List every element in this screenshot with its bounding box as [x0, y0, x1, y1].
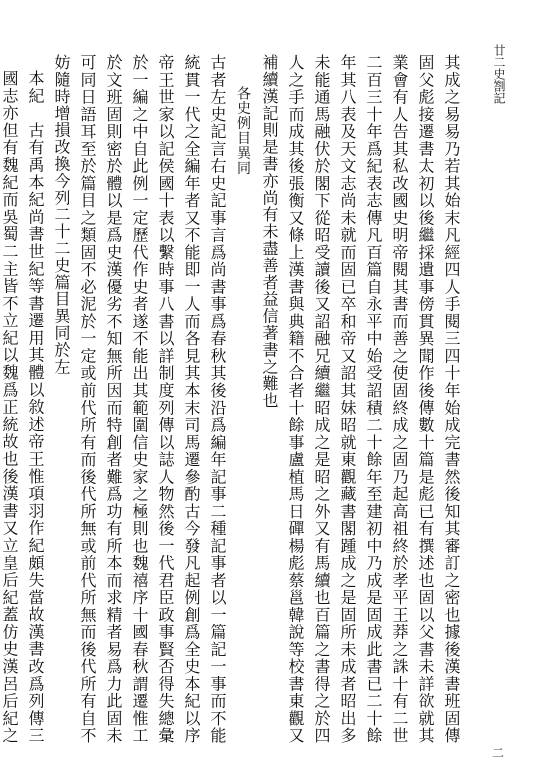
main-text [0, 54, 464, 744]
running-head: 廿二史劄記 [492, 44, 506, 104]
paragraph: 其成之易易乃若其始末凡經四人手閱三四十年始成完書然後知其審訂之密也據後漢書班固傳固父彪接遷書太初以後繼採遺事傍貫異聞作後傳數十篇是彪已有撰述也固以父書未詳欲就其業會有人告其私改國史明帝閱其書而善之使固終成之固乃起高祖終於孝平王莽之誅十有二世二百三十年爲紀表志傳凡百篇自永平中始受詔積二十餘年至建初中乃成是固成此書已二十餘年其八表及天文志尚未就而固已卒和帝又詔其妹昭就東觀藏書閣踵成之是固所未成者昭出多未能通馬融伏於閣下從昭受讀後又詔融兄續繼昭成之是昭之外又有馬續也百篇之書得之於四人之手而成其後張衡又條上漢書與典籍不合者十餘事盧植馬日磾楊彪蔡邕韓說等校書東觀又補續漢記則是書亦尚有未盡善者益信著書之難也 [260, 54, 461, 744]
page-number: 二 [492, 746, 505, 760]
paragraph: 古者左史記言右史記事言爲尚書事爲春秋其後沿爲編年記事二種記事者以一篇記一事而不能統貫一代之全編年者又不能即一人而各見其本末司馬遷參酌古今發凡起例創爲全史本紀以序帝王世家以記侯國十表以繫時事八書以詳制度列傳以誌人物然後一代君臣政事賢否得失總彙於一編之中自此例一定歷代作史者遂不能出其範圍信史家之極則也魏禧序十國春秋謂遷惟工於文班固則密於體以是爲史漢優劣不知無所因而特創者難爲功有所本而求精者易爲力此固未可同日語耳至於篇目之類固不必泥於一定或前代所有而後代所無或前代所無而後代所有自不妨隨時增損改換今列二十二史篇目異同於左 [52, 54, 227, 744]
paragraph: 本紀 古有禹本紀尚書世紀等書遷用其體以敘述帝王惟項羽作紀頗失當故漢書改爲列傳三國志亦但有魏紀而吳蜀二主皆不立紀以魏爲正統故也後漢書又立皇后紀蓋仿史漢呂后紀之 [0, 70, 45, 744]
section-title: 各史例目異同 [235, 86, 251, 176]
